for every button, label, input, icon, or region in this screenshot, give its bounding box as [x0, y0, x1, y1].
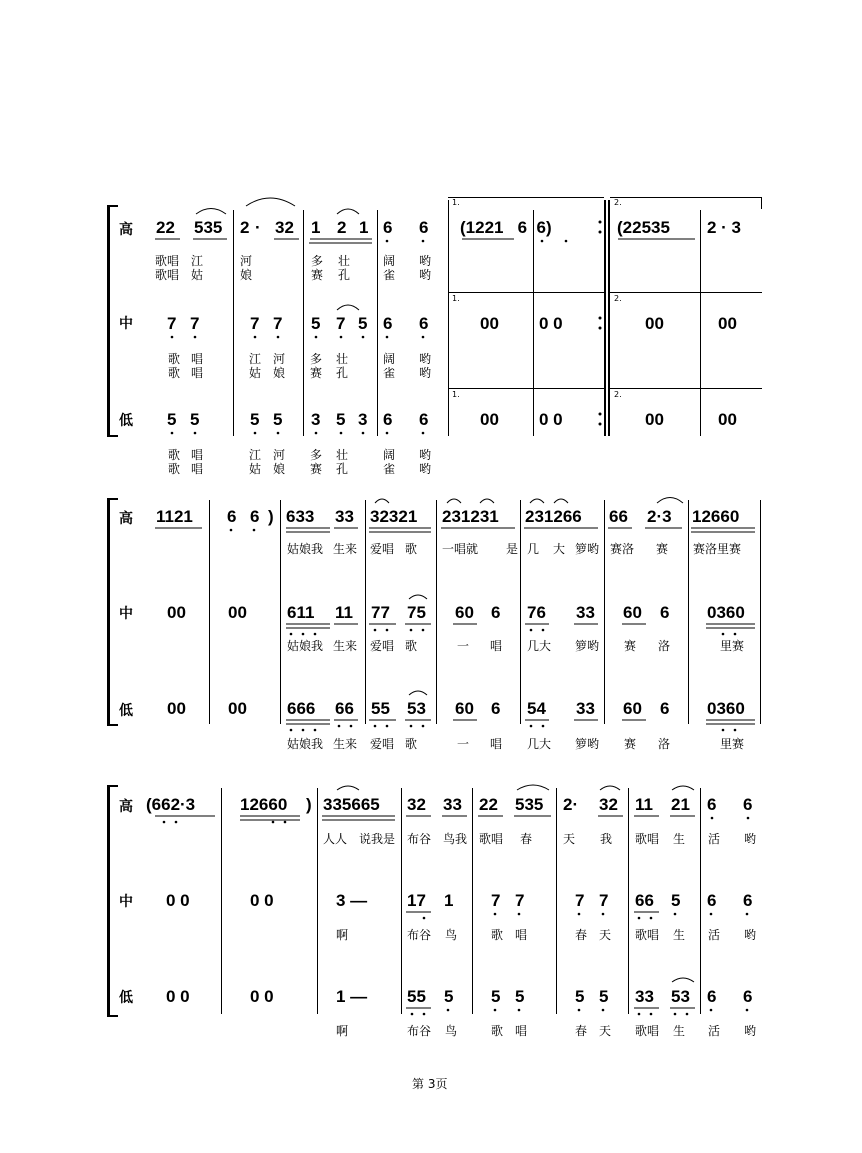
note-group: 60: [623, 603, 642, 622]
note-group: 33: [576, 699, 595, 718]
rest: 0 0: [250, 891, 274, 910]
note-group: 2·: [563, 795, 579, 814]
note: 5: [491, 987, 501, 1006]
note: 6: [660, 699, 670, 718]
rest: 0 0: [539, 410, 563, 429]
lyric: 唱: [191, 462, 204, 476]
lyric: 生来: [333, 542, 358, 556]
note-group: 66: [635, 891, 654, 910]
lyric: 赛: [624, 639, 637, 653]
rest: 00: [167, 603, 186, 622]
page-number: 第 3页: [412, 1077, 448, 1091]
note-group: 335665: [323, 795, 380, 814]
lyric: 孔: [336, 366, 349, 380]
lyric: 阔: [383, 448, 396, 462]
lyric: 多: [310, 352, 323, 366]
lyric: 赛: [310, 462, 323, 476]
note-group: 22: [156, 218, 175, 237]
lyric: 春: [520, 832, 533, 846]
lyric: 多: [310, 448, 323, 462]
part-label-mid: 中: [119, 316, 133, 332]
lyric: 里赛: [720, 639, 745, 653]
note-group: 6: [383, 218, 393, 237]
lyric: 生来: [333, 737, 358, 751]
lyric: 阔: [383, 254, 396, 268]
lyric: 赛: [656, 542, 669, 556]
lyric: 哟: [419, 352, 432, 366]
note-group: 1: [359, 218, 369, 237]
lyric: 姑娘我: [287, 639, 324, 653]
lyric: 壮: [336, 352, 349, 366]
note-group: (662·3: [146, 795, 196, 814]
lyric: 娘: [273, 462, 286, 476]
volta-number: 1.: [452, 198, 460, 207]
lyric: 多: [311, 254, 324, 268]
lyric: 活: [708, 1024, 721, 1038]
rest: 00: [480, 410, 499, 429]
lyric: 一: [457, 639, 470, 653]
lyric: 江: [191, 254, 204, 268]
note-group: 666: [287, 699, 316, 718]
note: 3 —: [336, 891, 368, 910]
lyric: 箩哟: [575, 639, 600, 653]
lyric: 生: [673, 832, 686, 846]
lyric: 天: [599, 1024, 612, 1038]
lyric: 姑娘我: [287, 737, 324, 751]
lyric: 啊: [336, 1024, 349, 1038]
volta-number: 2.: [614, 294, 622, 303]
lyric: 箩哟: [575, 737, 600, 751]
rest: 00: [480, 314, 499, 333]
part-label-low: 低: [119, 413, 133, 429]
lyric: 姑娘我: [287, 542, 324, 556]
rest: 00: [718, 410, 737, 429]
lyric: 春: [575, 928, 588, 942]
lyric: 哟: [744, 928, 757, 942]
note-group: 32: [275, 218, 294, 237]
lyric: 雀: [383, 366, 396, 380]
rest: 00: [228, 699, 247, 718]
rest: 0 0: [539, 314, 563, 333]
lyric: 啊: [336, 928, 349, 942]
volta2-high-notes: 2 · 3: [707, 218, 742, 237]
note-group: 32: [599, 795, 618, 814]
note-group: 6: [419, 218, 429, 237]
lyric: 唱: [490, 639, 503, 653]
rest: 0 0: [250, 987, 274, 1006]
lyric: 姑: [191, 268, 204, 282]
lyric: 布谷: [407, 832, 432, 846]
note: 6: [707, 795, 717, 814]
note-group: 0360: [707, 699, 745, 718]
note-group: 75: [407, 603, 426, 622]
volta2-high-notes: (22535: [617, 218, 670, 237]
lyric: 赛: [310, 366, 323, 380]
lyric: 是: [506, 542, 519, 556]
lyric: 娘: [240, 268, 253, 282]
lyric: 爱唱: [370, 542, 395, 556]
part-label-low: 低: [119, 703, 133, 719]
note: 3: [358, 410, 368, 429]
note: 7: [599, 891, 609, 910]
rest: 00: [718, 314, 737, 333]
note: 6: [743, 795, 753, 814]
lyric: 哟: [419, 366, 432, 380]
note-group: 2: [337, 218, 347, 237]
note-group: 2: [240, 218, 250, 237]
rest: 00: [228, 603, 247, 622]
lyric: 唱: [515, 928, 528, 942]
lyric: 唱: [191, 448, 204, 462]
note-group: 66: [335, 699, 354, 718]
note-group: 12660: [692, 507, 740, 526]
rest: 0 0: [166, 891, 190, 910]
lyric: 箩哟: [575, 542, 600, 556]
volta-number: 1.: [452, 294, 460, 303]
lyric: 生来: [333, 639, 358, 653]
note-group: 22: [479, 795, 498, 814]
lyric: 姑: [249, 462, 262, 476]
lyric: 歌唱: [155, 268, 180, 282]
lyric: 大: [553, 542, 566, 556]
note: 1: [444, 891, 454, 910]
part-label-high: 高: [119, 511, 133, 527]
lyric: 一: [457, 737, 470, 751]
note: 5: [575, 987, 585, 1006]
volta-number: 2.: [614, 390, 622, 399]
lyric: 布谷: [407, 928, 432, 942]
note-group: 60: [455, 699, 474, 718]
note-group: 33: [335, 507, 354, 526]
lyric: 歌: [491, 1024, 504, 1038]
lyric: 几: [527, 542, 540, 556]
lyric: 雀: [383, 268, 396, 282]
note: ): [268, 507, 274, 526]
volta1-high-notes: (1221 6 6): [460, 218, 552, 237]
note: 5: [167, 410, 177, 429]
lyric: 歌: [405, 542, 418, 556]
note-group: 76: [527, 603, 546, 622]
lyric: 天: [563, 832, 576, 846]
lyric: 天: [599, 928, 612, 942]
lyric: 唱: [191, 366, 204, 380]
lyric: 人人: [323, 832, 348, 846]
lyric: 赛: [624, 737, 637, 751]
volta-number: 1.: [452, 390, 460, 399]
lyric: 鸟我: [443, 832, 468, 846]
volta-number: 2.: [614, 198, 622, 207]
note-group: 33: [576, 603, 595, 622]
note-group: 633: [286, 507, 315, 526]
lyric: 歌: [168, 462, 181, 476]
note-group: 535: [515, 795, 544, 814]
lyric: 江: [249, 448, 262, 462]
lyric: 洛: [658, 737, 671, 751]
note: 6: [383, 410, 393, 429]
lyric: 歌: [405, 639, 418, 653]
lyric: 唱: [515, 1024, 528, 1038]
note: 6: [491, 699, 501, 718]
part-label-high: 高: [119, 222, 133, 238]
lyric: 壮: [336, 448, 349, 462]
note: 5: [250, 410, 260, 429]
note-group: 17: [407, 891, 426, 910]
note: 7: [575, 891, 585, 910]
note: 6: [707, 891, 717, 910]
lyric: 壮: [338, 254, 351, 268]
note-group: 535: [194, 218, 223, 237]
note: 5: [444, 987, 454, 1006]
lyric: 阔: [383, 352, 396, 366]
note-group: 55: [371, 699, 390, 718]
lyric: 哟: [419, 462, 432, 476]
part-label-low: 低: [119, 990, 133, 1006]
lyric: 布谷: [407, 1024, 432, 1038]
note-group: 231266: [525, 507, 582, 526]
note: 5: [515, 987, 525, 1006]
lyric: 爱唱: [370, 737, 395, 751]
note: 6: [250, 507, 260, 526]
lyric: 哟: [419, 254, 432, 268]
lyric: 歌: [168, 366, 181, 380]
note: 5: [671, 891, 681, 910]
lyric: 河: [273, 352, 286, 366]
lyric: 几大: [527, 737, 552, 751]
lyric: 活: [708, 832, 721, 846]
lyric: 里赛: [720, 737, 745, 751]
lyric: 歌: [168, 352, 181, 366]
lyric: 赛洛里赛: [693, 542, 742, 556]
note: 7: [491, 891, 501, 910]
rest: 00: [167, 699, 186, 718]
lyric: 歌唱: [479, 832, 504, 846]
lyric: 歌唱: [155, 254, 180, 268]
lyric: 活: [708, 928, 721, 942]
note: 6: [383, 314, 393, 333]
note-group: 611: [287, 603, 315, 622]
part-label-high: 高: [119, 799, 133, 815]
note: 6: [491, 603, 501, 622]
note: 5: [336, 410, 346, 429]
lyric: 哟: [744, 1024, 757, 1038]
note: 6: [227, 507, 237, 526]
note-group: 11: [635, 795, 653, 814]
rest: 00: [645, 410, 664, 429]
lyric: 哟: [419, 448, 432, 462]
lyric: 雀: [383, 462, 396, 476]
note-group: 1121: [156, 507, 193, 526]
lyric: 哟: [419, 268, 432, 282]
lyric: 歌: [405, 737, 418, 751]
note-group: 53: [671, 987, 690, 1006]
note-group: 21: [671, 795, 690, 814]
note-group: 231231: [442, 507, 499, 526]
note-group: 60: [623, 699, 642, 718]
lyric: 生: [673, 928, 686, 942]
note-group: 33: [443, 795, 462, 814]
note-group: 2·3: [647, 507, 672, 526]
lyric: 歌唱: [635, 1024, 660, 1038]
lyric: 鸟: [445, 928, 458, 942]
lyric: 歌: [491, 928, 504, 942]
note: 6: [660, 603, 670, 622]
lyric: 歌唱: [635, 928, 660, 942]
lyric: 洛: [658, 639, 671, 653]
note: 6: [743, 987, 753, 1006]
note: 5: [358, 314, 368, 333]
note: 6: [419, 314, 429, 333]
note: ): [306, 795, 312, 814]
lyric: 孔: [336, 462, 349, 476]
note-group: 53: [407, 699, 426, 718]
lyric: 生: [673, 1024, 686, 1038]
note: 7: [273, 314, 283, 333]
note: 5: [599, 987, 609, 1006]
note-group: 33: [635, 987, 654, 1006]
lyric: 春: [575, 1024, 588, 1038]
lyric: 我: [600, 832, 613, 846]
lyric: 河: [273, 448, 286, 462]
lyric: 哟: [744, 832, 757, 846]
lyric: 说我是: [359, 832, 396, 846]
lyric: 爱唱: [370, 639, 395, 653]
lyric: 赛洛: [610, 542, 635, 556]
note: 7: [167, 314, 177, 333]
note: 5: [311, 314, 321, 333]
lyric: 一唱就: [442, 542, 479, 556]
lyric: 孔: [338, 268, 351, 282]
rest: 00: [645, 314, 664, 333]
note: 5: [273, 410, 283, 429]
note-group: 11: [335, 603, 353, 622]
note-group: 77: [371, 603, 390, 622]
lyric: 赛: [311, 268, 324, 282]
note-group: ·: [255, 218, 261, 237]
note: 1 —: [336, 987, 368, 1006]
note-group: 60: [455, 603, 474, 622]
lyric: 几大: [527, 639, 552, 653]
note-group: 66: [609, 507, 628, 526]
note-group: 32: [407, 795, 426, 814]
note: 7: [515, 891, 525, 910]
lyric: 姑: [249, 366, 262, 380]
lyric: 歌唱: [635, 832, 660, 846]
note: 5: [190, 410, 200, 429]
note-group: 0360: [707, 603, 745, 622]
note-group: 54: [527, 699, 546, 718]
rest: 0 0: [166, 987, 190, 1006]
note: 7: [336, 314, 346, 333]
lyric: 鸟: [445, 1024, 458, 1038]
note: 6: [419, 410, 429, 429]
part-label-mid: 中: [119, 606, 133, 622]
lyric: 娘: [273, 366, 286, 380]
lyric: 唱: [191, 352, 204, 366]
note-group: 1: [311, 218, 321, 237]
note: 6: [707, 987, 717, 1006]
note-group: 12660: [240, 795, 288, 814]
lyric: 歌: [168, 448, 181, 462]
note: 7: [250, 314, 260, 333]
note-group: 55: [407, 987, 426, 1006]
part-label-mid: 中: [119, 894, 133, 910]
note: 7: [190, 314, 200, 333]
lyric: 唱: [490, 737, 503, 751]
lyric: 河: [240, 254, 253, 268]
lyric: 江: [249, 352, 262, 366]
note: 6: [743, 891, 753, 910]
note-group: 32321: [370, 507, 418, 526]
note: 3: [311, 410, 321, 429]
